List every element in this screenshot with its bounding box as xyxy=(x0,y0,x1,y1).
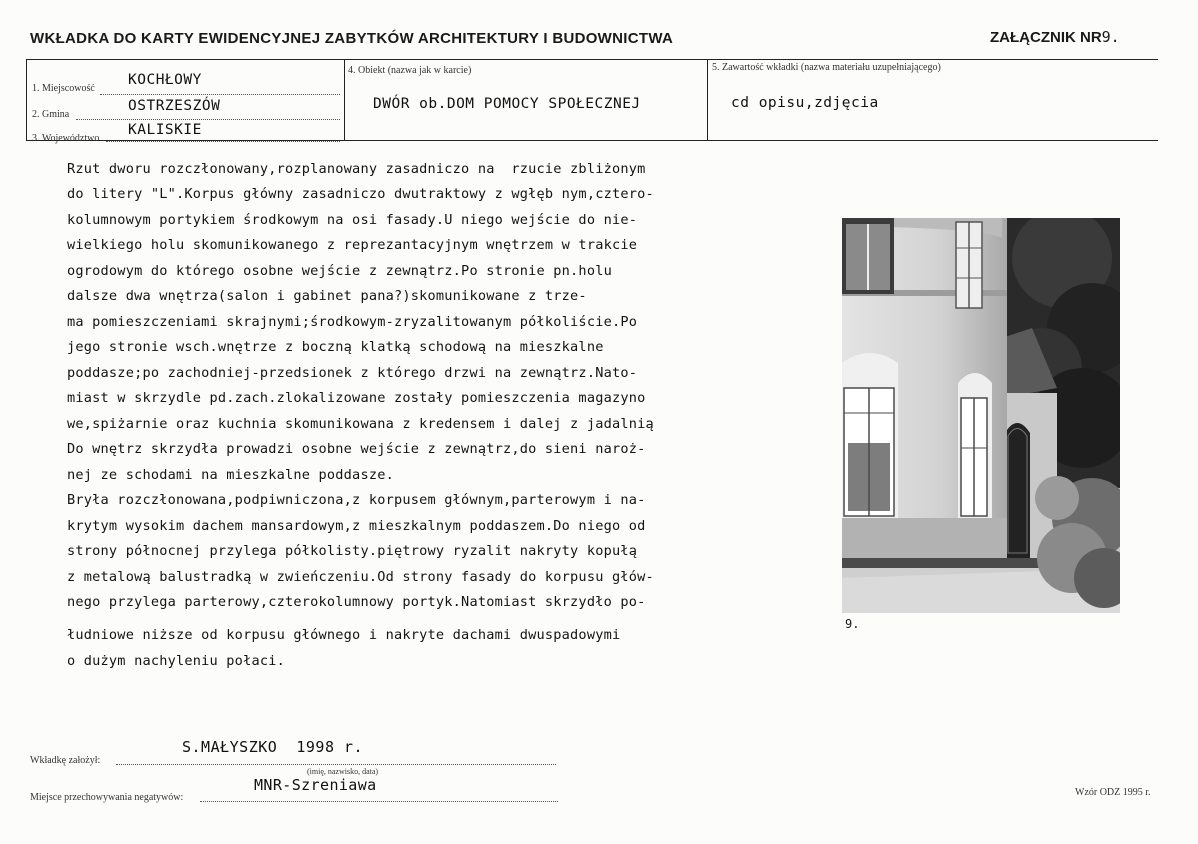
description-line: wielkiego holu skomunikowanego z reprezantacyjnym wnętrzem w trakcie xyxy=(67,237,638,253)
description-line: kolumnowym portykiem środkowym na osi fasady.U niego wejście do nie- xyxy=(67,212,638,228)
form-title: WKŁADKA DO KARTY EWIDENCYJNEJ ZABYTKÓW ARCHITEKTURY I BUDOWNICTWA xyxy=(30,30,674,47)
description-line: ma pomieszczeniami skrajnymi;środkowym-zryzalitowanym półkoliście.Po xyxy=(67,314,638,330)
author-value: S.MAŁYSZKO 1998 r. xyxy=(182,738,364,756)
description-line: łudniowe niższe od korpusu głównego i nakryte dachami dwuspadowymi xyxy=(67,627,621,643)
description-line: do litery "L".Korpus główny zasadniczo dwutraktowy z wgłęb nym,cztero- xyxy=(67,186,654,202)
annex-number xyxy=(990,28,1120,46)
header-divider-2 xyxy=(707,60,708,140)
locality-label: 1. Miejscowość xyxy=(32,83,95,94)
header-left-edge xyxy=(26,60,27,140)
description-line: poddasze;po zachodniej-przedsionek z którego drzwi na zewnątrz.Nato- xyxy=(67,365,638,381)
annex-value: 9. xyxy=(1101,28,1120,46)
description-line: strony północnej przylega półkolisty.piętrowy ryzalit nakryty kopułą xyxy=(67,543,638,559)
author-label: Wkładkę założył: xyxy=(30,755,101,766)
object-label: 4. Obiekt (nazwa jak w karcie) xyxy=(348,65,472,76)
storage-label: Miejsce przechowywania negatywów: xyxy=(30,792,184,803)
locality-value: KOCHŁOWY xyxy=(128,72,202,88)
description-line: krytym wysokim dachem mansardowym,z mieszkalnym poddaszem.Do niego od xyxy=(67,518,646,534)
description-line: we,spiżarnie oraz kuchnia skomunikowana z kredensem i dalej z jadalnią xyxy=(67,416,654,432)
description-line: Do wnętrz skrzydła prowadzi osobne wejście z zewnątrz,do sieni naroż- xyxy=(67,441,646,457)
province-label: 3. Województwo xyxy=(32,133,100,144)
province-value: KALISKIE xyxy=(128,122,202,138)
commune-label: 2. Gmina xyxy=(32,109,70,120)
author-hint: (imię, nazwisko, data) xyxy=(307,767,379,776)
description-line: o dużym nachyleniu połaci. xyxy=(67,653,285,669)
commune-value: OSTRZESZÓW xyxy=(128,98,221,114)
province-dots xyxy=(106,141,340,142)
contents-value: cd opisu,zdjęcia xyxy=(731,95,879,111)
description-line: nej ze schodami na mieszkalne poddasze. xyxy=(67,467,394,483)
description-line: nego przylega parterowy,czterokolumnowy portyk.Natomiast skrzydło po- xyxy=(67,594,646,610)
description-line: z metalową balustradką w zwieńczeniu.Od strony fasady do korpusu głów- xyxy=(67,569,654,585)
locality-dots xyxy=(100,94,340,95)
description-line: jego stronie wsch.wnętrze z boczną klatką schodową na mieszkalne xyxy=(67,339,604,355)
manor-photo-image xyxy=(842,218,1120,613)
photo-caption: 9. xyxy=(845,617,860,631)
storage-value: MNR-Szreniawa xyxy=(254,776,377,794)
author-dots xyxy=(116,764,556,765)
description-line: dalsze dwa wnętrza(salon i gabinet pana?)skomunikowane z trze- xyxy=(67,288,587,304)
commune-dots xyxy=(76,119,340,120)
header-top-rule xyxy=(26,59,1158,60)
description-line: Bryła rozczłonowana,podpiwniczona,z korpusem głównym,parterowym i na- xyxy=(67,492,646,508)
manor-photo xyxy=(842,218,1120,613)
header-divider-1 xyxy=(344,60,345,140)
annex-label: ZAŁĄCZNIK NR xyxy=(990,29,1102,46)
object-value: DWÓR ob.DOM POMOCY SPOŁECZNEJ xyxy=(373,96,641,112)
template-id: Wzór ODZ 1995 r. xyxy=(1075,787,1151,798)
storage-dots xyxy=(200,801,558,802)
description-line: miast w skrzydle pd.zach.zlokalizowane zostały pomieszczenia magazyno xyxy=(67,390,646,406)
description-line: Rzut dworu rozczłonowany,rozplanowany zasadniczo na rzucie zbliżonym xyxy=(67,161,646,177)
description-line: ogrodowym do którego osobne wejście z zewnątrz.Po stronie pn.holu xyxy=(67,263,612,279)
contents-label: 5. Zawartość wkładki (nazwa materiału uzupełniającego) xyxy=(712,62,941,73)
